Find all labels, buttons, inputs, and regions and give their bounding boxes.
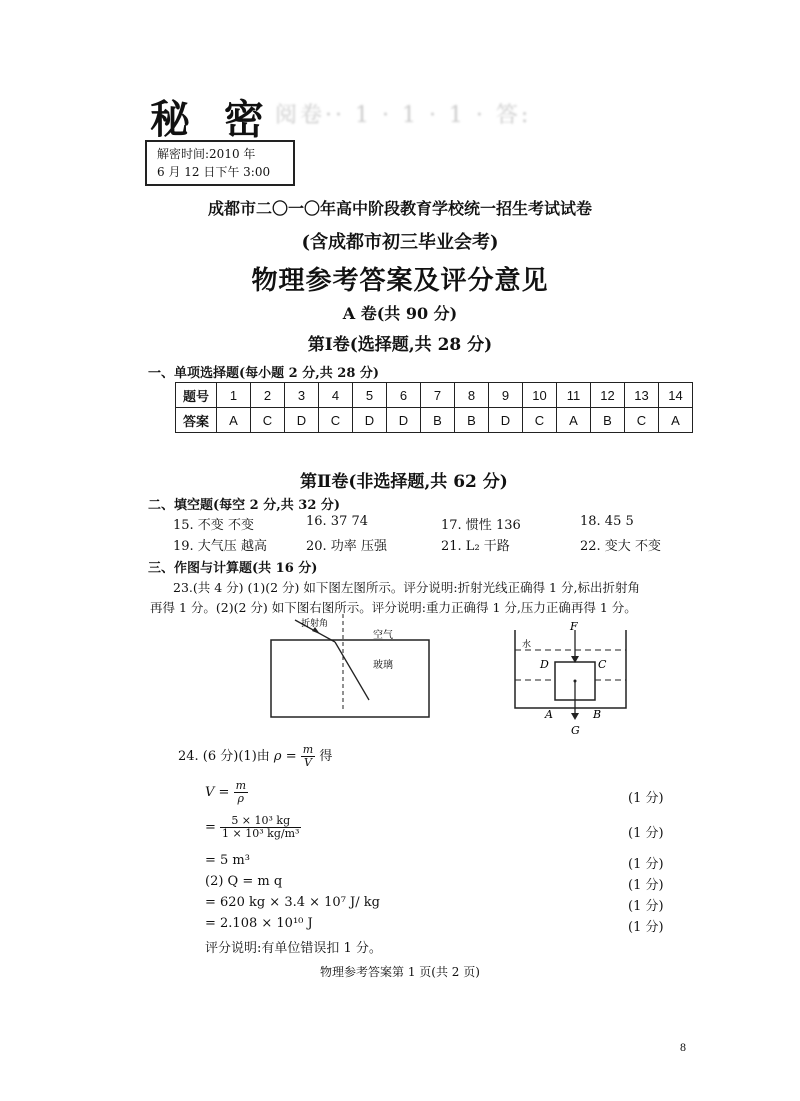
bleed-through-text: 阅卷·· 1 · 1 · 1 · 答: — [275, 103, 532, 128]
points-label: (1 分) — [628, 878, 664, 893]
table-cell: D — [353, 408, 387, 433]
substitution-fraction — [220, 815, 301, 840]
answer-item: 15. 不变 不变 — [173, 518, 254, 533]
q24-intro — [178, 744, 332, 769]
table-cell: C — [319, 408, 353, 433]
volume-fraction — [234, 780, 248, 805]
points-label: (1 分) — [628, 899, 664, 914]
points-label: (1 分) — [628, 791, 664, 806]
table-cell: D — [489, 408, 523, 433]
table-cell: 1 — [217, 383, 251, 408]
section-1-heading: 一、单项选择题(每小题 2 分,共 28 分) — [148, 366, 380, 381]
table-cell: A — [217, 408, 251, 433]
part-2-title: 第Ⅱ卷(非选择题,共 62 分) — [300, 472, 508, 492]
table-header-cell: 答案 — [176, 408, 217, 433]
arrow-down-icon — [571, 713, 579, 720]
label-d: D — [540, 658, 549, 671]
table-cell: C — [625, 408, 659, 433]
section-3-heading: 三、作图与计算题(共 16 分) — [148, 561, 318, 576]
table-header-cell: 题号 — [176, 383, 217, 408]
answer-item: 18. 45 5 — [580, 514, 634, 529]
table-cell: A — [557, 408, 591, 433]
secret-stamp: 秘 密 — [150, 96, 274, 143]
density-fraction — [301, 744, 315, 769]
q24-line-6: = 2.108 × 10¹⁰ J — [205, 916, 313, 931]
table-cell: 12 — [591, 383, 625, 408]
table-cell: 11 — [557, 383, 591, 408]
table-cell: 8 — [455, 383, 489, 408]
table-cell: D — [387, 408, 421, 433]
glass-label: 玻璃 — [373, 660, 393, 671]
center-point — [574, 680, 577, 683]
exam-title: 成都市二〇一〇年高中阶段教育学校统一招生考试试卷 — [207, 199, 592, 218]
table-cell: 2 — [251, 383, 285, 408]
q23-text-line-1: 23.(共 4 分) (1)(2 分) 如下图左图所示。评分说明:折射光线正确得 1 分,标出折射角 — [173, 580, 640, 595]
label-c: C — [598, 658, 607, 671]
refraction-angle-label: 折射角 — [301, 619, 329, 629]
refraction-diagram — [265, 612, 435, 722]
table-row — [176, 383, 693, 408]
answer-item: 21. L₂ 干路 — [441, 539, 510, 554]
table-cell: 3 — [285, 383, 319, 408]
q24-line-4: (2) Q = m q — [205, 874, 283, 889]
table-row — [176, 408, 693, 433]
q24-de: 得 — [319, 749, 333, 764]
declassification-box — [145, 140, 295, 186]
declass-line-1: 解密时间:2010 年 — [157, 147, 256, 161]
answer-item: 16. 37 74 — [306, 514, 369, 529]
points-label: (1 分) — [628, 920, 664, 935]
answer-item: 17. 惯性 136 — [441, 518, 521, 533]
fraction-numerator: m — [235, 779, 246, 792]
air-label: 空气 — [373, 630, 393, 641]
part-1-title: 第Ⅰ卷(选择题,共 28 分) — [307, 335, 493, 355]
table-cell: 7 — [421, 383, 455, 408]
declass-line-2: 6 月 12 日下午 3:00 — [157, 165, 271, 179]
fraction-denominator: ρ — [237, 792, 245, 805]
q23-text-line-2: 再得 1 分。(2)(2 分) 如下图右图所示。评分说明:重力正确得 1 分,压力正确再得 1 分。 — [150, 600, 637, 615]
fraction-numerator: 5 × 10³ kg — [220, 815, 301, 828]
volume-a-title: A 卷(共 90 分) — [342, 304, 458, 323]
table-cell: C — [523, 408, 557, 433]
table-cell: 13 — [625, 383, 659, 408]
page-number: 8 — [680, 1040, 686, 1054]
rho-symbol: ρ = — [273, 749, 297, 764]
q24-line-1 — [205, 780, 248, 805]
buoyancy-diagram — [510, 620, 630, 738]
table-cell: B — [591, 408, 625, 433]
q24-intro-text: 24. (6 分)(1)由 — [178, 749, 270, 764]
label-b: B — [593, 708, 602, 721]
answer-table — [175, 382, 693, 433]
table-cell: B — [455, 408, 489, 433]
q24-line-5: = 620 kg × 3.4 × 10⁷ J/ kg — [205, 895, 380, 910]
answer-item: 20. 功率 压强 — [306, 539, 387, 554]
table-cell: 10 — [523, 383, 557, 408]
fraction-numerator: m — [302, 743, 314, 756]
table-cell: 9 — [489, 383, 523, 408]
table-cell: 5 — [353, 383, 387, 408]
fraction-denominator: 1 × 10³ kg/m³ — [222, 827, 300, 840]
glass-block — [271, 640, 429, 717]
refracted-ray — [335, 642, 369, 700]
points-label: (1 分) — [628, 857, 664, 872]
answer-item: 19. 大气压 越高 — [173, 539, 267, 554]
page-footer: 物理参考答案第 1 页(共 2 页) — [320, 965, 480, 979]
q24-line-3: = 5 m³ — [205, 853, 250, 868]
document-heading: 物理参考答案及评分意见 — [251, 266, 549, 296]
water-label: 水 — [522, 640, 532, 650]
points-label: (1 分) — [628, 826, 664, 841]
exam-subtitle: (含成都市初三毕业会考) — [301, 232, 499, 253]
section-2-heading: 二、填空题(每空 2 分,共 32 分) — [148, 498, 341, 513]
q24-scoring-note: 评分说明:有单位错误扣 1 分。 — [205, 941, 382, 956]
q24-line-2 — [205, 815, 301, 840]
table-cell: D — [285, 408, 319, 433]
answer-item: 22. 变大 不变 — [580, 539, 661, 554]
table-cell: 4 — [319, 383, 353, 408]
table-cell: C — [251, 408, 285, 433]
label-a: A — [545, 708, 553, 721]
label-g: G — [571, 724, 580, 737]
table-cell: A — [659, 408, 693, 433]
table-cell: 6 — [387, 383, 421, 408]
label-f: F — [570, 620, 578, 633]
fraction-denominator: V — [303, 756, 312, 769]
table-cell: 14 — [659, 383, 693, 408]
table-cell: B — [421, 408, 455, 433]
equals-sign: = — [205, 820, 216, 835]
formula-left: V = — [205, 785, 230, 800]
